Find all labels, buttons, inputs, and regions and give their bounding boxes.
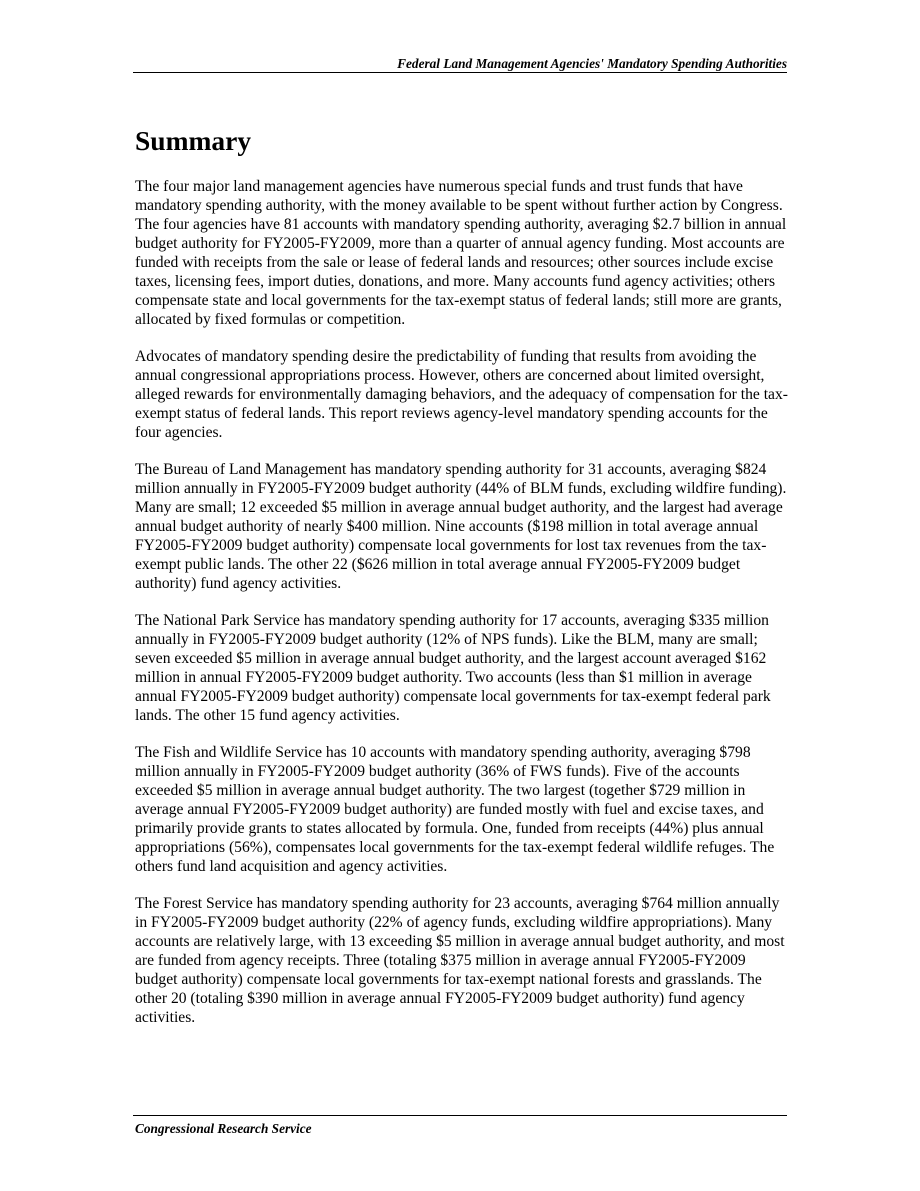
- paragraph-forest-service: The Forest Service has mandatory spending authority for 23 accounts, averaging $764 million annually in FY2005-FY2009 budget authority (22% of agency funds, excluding wildfire appropriations). Many accounts are relatively large, with 13 exceeding $5 million in average annual budget authority, and most are funded from agency receipts. Three (totaling $375 million in average annual FY2005-FY2009 budget authority) compensate local governments for tax-exempt national forests and grasslands. The other 20 (totaling $390 million in average annual FY2005-FY2009 budget authority) fund agency activities.: [135, 895, 785, 1026]
- running-footer: Congressional Research Service: [135, 1121, 312, 1136]
- paragraph-nps: The National Park Service has mandatory spending authority for 17 accounts, averaging $335 million annually in FY2005-FY2009 budget authority (12% of NPS funds). Like the BLM, many are small; seven exceeded $5 million in average annual budget authority, and the largest account averaged $162 million in annual FY2005-FY2009 budget authority. Two accounts (less than $1 million in average annual FY2005-FY2009 budget authority) compensate local governments for tax-exempt federal park lands. The other 15 fund agency activities.: [135, 612, 771, 724]
- paragraph-debate: Advocates of mandatory spending desire the predictability of funding that results from avoiding the annual congressional appropriations process. However, others are concerned about limited oversight, alleged rewards for environmentally damaging behaviors, and the adequacy of compensation for the tax-exempt status of federal lands. This report reviews agency-level mandatory spending accounts for the four agencies.: [135, 348, 788, 441]
- running-header: Federal Land Management Agencies' Mandatory Spending Authorities: [397, 56, 787, 71]
- footer-divider: [133, 1115, 787, 1116]
- paragraph-fws: The Fish and Wildlife Service has 10 accounts with mandatory spending authority, averaging $798 million annually in FY2005-FY2009 budget authority (36% of FWS funds). Five of the accounts exceeded $5 million in average annual budget authority. The two largest (together $729 million in average annual FY2005-FY2009 budget authority) are funded mostly with fuel and excise taxes, and primarily provide grants to states allocated by formula. One, funded from receipts (44%) plus annual appropriations (56%), compensates local governments for the tax-exempt federal wildlife refuges. The others fund land acquisition and agency activities.: [135, 744, 775, 875]
- page-title: Summary: [135, 125, 252, 156]
- summary-body: [135, 177, 789, 1045]
- paragraph-blm: The Bureau of Land Management has mandatory spending authority for 31 accounts, averaging $824 million annually in FY2005-FY2009 budget authority (44% of BLM funds, excluding wildfire funding). Many are small; 12 exceeded $5 million in average annual budget authority, and the largest had average annual budget authority of nearly $400 million. Nine accounts ($198 million in total average annual FY2005-FY2009 budget authority) compensate local governments for lost tax revenues from the tax-exempt public lands. The other 22 ($626 million in total average annual FY2005-FY2009 budget authority) fund agency activities.: [135, 461, 787, 592]
- header-divider: [133, 72, 787, 73]
- paragraph-overview: The four major land management agencies have numerous special funds and trust funds that have mandatory spending authority, with the money available to be spent without further action by Congress. The four agencies have 81 accounts with mandatory spending authority, averaging $2.7 billion in annual budget authority for FY2005-FY2009, more than a quarter of annual agency funding. Most accounts are funded with receipts from the sale or lease of federal lands and resources; other sources include excise taxes, licensing fees, import duties, donations, and more. Many accounts fund agency activities; others compensate state and local governments for the tax-exempt status of federal lands; still more are grants, allocated by fixed formulas or competition.: [135, 178, 787, 328]
